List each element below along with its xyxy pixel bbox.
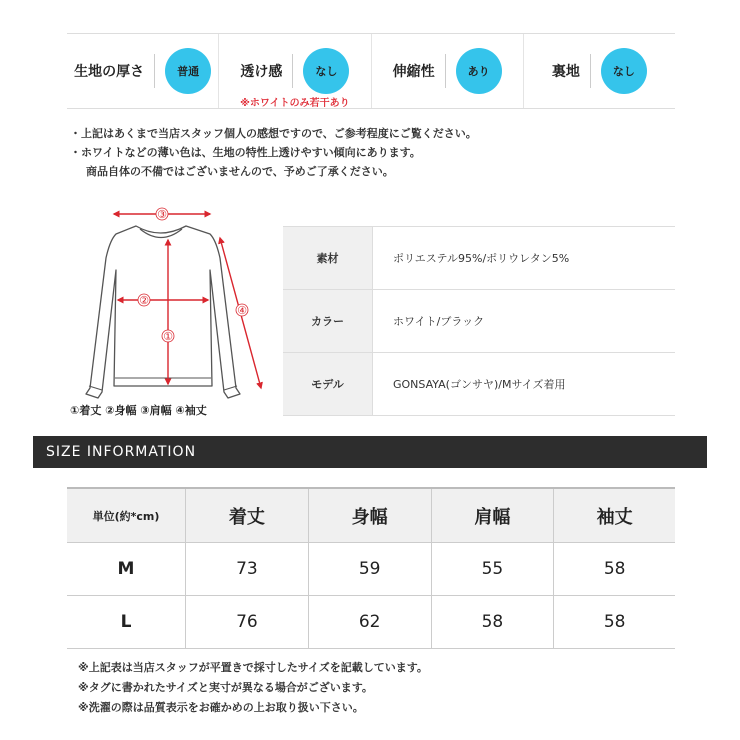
attr-label: 裏地 [551,64,580,80]
size-information-title: SIZE INFORMATION [46,444,197,460]
size-table-header [67,488,675,543]
attr-label: 生地の厚さ [74,64,145,80]
table-cell: 58 [431,596,554,649]
note-line: ※洗濯の際は品質表示をお確かめの上お取り扱い下さい。 [78,701,364,714]
table-cell: 55 [431,543,554,596]
table-cell: 73 [186,543,309,596]
table-cell: 59 [308,543,431,596]
size-table [67,487,675,649]
attr-note: ※ホワイトのみ若干あり [240,98,350,109]
spec-value: GONSAYA(ゴンサヤ)/Mサイズ着用 [373,353,676,416]
spec-key: カラー [283,290,373,353]
mark-shoulder-width: ③ [157,208,167,221]
column-header: 袖丈 [554,488,675,543]
size-name: M [67,543,186,596]
table-cell: 58 [554,543,675,596]
table-cell: 58 [554,596,675,649]
table-row [67,543,675,596]
garment-diagram [64,200,274,422]
attr-value-badge: なし [601,48,647,94]
note-line: ※上記表は当店スタッフが平置きで採寸したサイズを記載しています。 [78,661,428,674]
attr-lining [523,34,675,108]
size-information-header [33,436,707,468]
mark-sleeve-length: ④ [237,304,247,317]
column-header: 肩幅 [431,488,554,543]
cuff-right [224,386,237,390]
attr-divider [154,54,155,88]
attr-thickness [67,34,218,108]
spec-value: ポリエステル95%/ポリウレタン5% [373,227,676,290]
attr-value-badge: 普通 [165,48,211,94]
attr-value-badge: あり [456,48,502,94]
cuff-left [89,386,102,390]
spec-row-material [283,227,675,290]
size-name: L [67,596,186,649]
attr-divider [292,54,293,88]
sweater-outline [86,226,240,398]
size-table-unit: 単位(約*cm) [67,488,186,543]
note-line: ・上記はあくまで当店スタッフ個人の感想ですので、ご参考程度にご覧ください。 [70,127,477,140]
attr-divider [590,54,591,88]
attr-label: 透け感 [240,64,283,80]
diagram-legend: ①着丈 ②身幅 ③肩幅 ④袖丈 [70,404,207,417]
notes-bottom [78,658,428,718]
spec-value: ホワイト/ブラック [373,290,676,353]
note-line: ※タグに書かれたサイズと実寸が異なる場合がございます。 [78,681,373,694]
attr-stretch [371,34,523,108]
column-header: 身幅 [308,488,431,543]
table-cell: 76 [186,596,309,649]
spec-row-color [283,290,675,353]
table-cell: 62 [308,596,431,649]
mark-body-width: ② [139,294,149,307]
table-row [67,596,675,649]
spec-table [283,226,675,416]
attr-divider [445,54,446,88]
note-line: ・ホワイトなどの薄い色は、生地の特性上透けやすい傾向にあります。 [70,146,421,159]
attr-label: 伸縮性 [392,64,435,80]
attr-sheerness [218,34,370,108]
fabric-attributes [67,33,675,109]
spec-row-model [283,353,675,416]
attr-value-badge: なし [303,48,349,94]
note-line: 商品自体の不備ではございませんので、予めご了承ください。 [86,165,394,178]
column-header: 着丈 [186,488,309,543]
spec-key: モデル [283,353,373,416]
spec-key: 素材 [283,227,373,290]
mark-body-length: ① [163,330,173,343]
notes-top [70,124,477,181]
